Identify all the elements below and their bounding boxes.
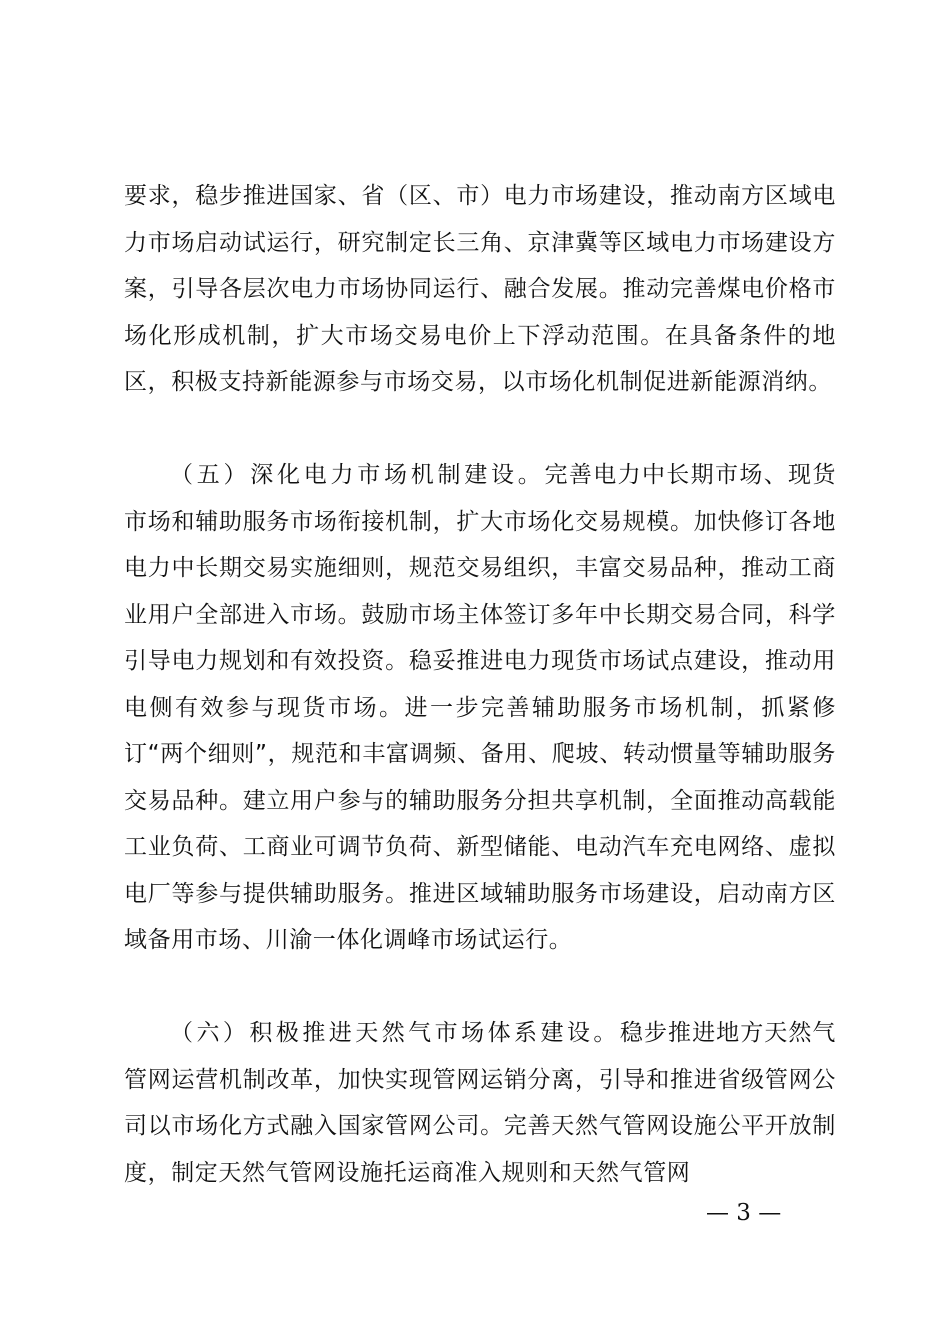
- paragraph-body: 稳步推进地方天然气管网运营机制改革，加快实现管网运销分离，引导和推进省级管网公司以市场化方式融入国家管网公司。完善天然气管网设施公平开放制度，制定天然气管网设施托运商准入规则和天然气管网: [124, 1020, 837, 1186]
- paragraph-section-six: [124, 1010, 836, 1196]
- paragraph-continuation: [124, 173, 836, 406]
- paragraph-body: 完善电力中长期市场、现货市场和辅助服务市场衔接机制，扩大市场化交易规模。加快修订各地电力中长期交易实施细则，规范交易组织，丰富交易品种，推动工商业用户全部进入市场。鼓励市场主体签订多年中长期交易合同，科学引导电力规划和有效投资。稳妥推进电力现货市场试点建设，推动用电侧有效参与现货市场。进一步完善辅助服务市场机制，抓紧修订“两个细则”，规范和丰富调频、备用、爬坡、转动惯量等辅助服务交易品种。建立用户参与的辅助服务分担共享机制，全面推动高载能工业负荷、工商业可调节负荷、新型储能、电动汽车充电网络、虚拟电厂等参与提供辅助服务。推进区域辅助服务市场建设，启动南方区域备用市场、川渝一体化调峰市场试运行。: [124, 462, 837, 953]
- paragraph-body: 要求，稳步推进国家、省（区、市）电力市场建设，推动南方区域电力市场启动试运行，研究制定长三角、京津冀等区域电力市场建设方案，引导各层次电力市场协同运行、融合发展。推动完善煤电价格市场化形成机制，扩大市场交易电价上下浮动范围。在具备条件的地区，积极支持新能源参与市场交易，以市场化机制促进新能源消纳。: [124, 183, 836, 395]
- section-heading: （六）积极推进天然气市场体系建设。: [170, 1020, 620, 1046]
- paragraph-section-five: [124, 452, 836, 964]
- page-number: — 3 —: [706, 1200, 782, 1226]
- section-heading: （五）深化电力市场机制建设。: [170, 462, 545, 488]
